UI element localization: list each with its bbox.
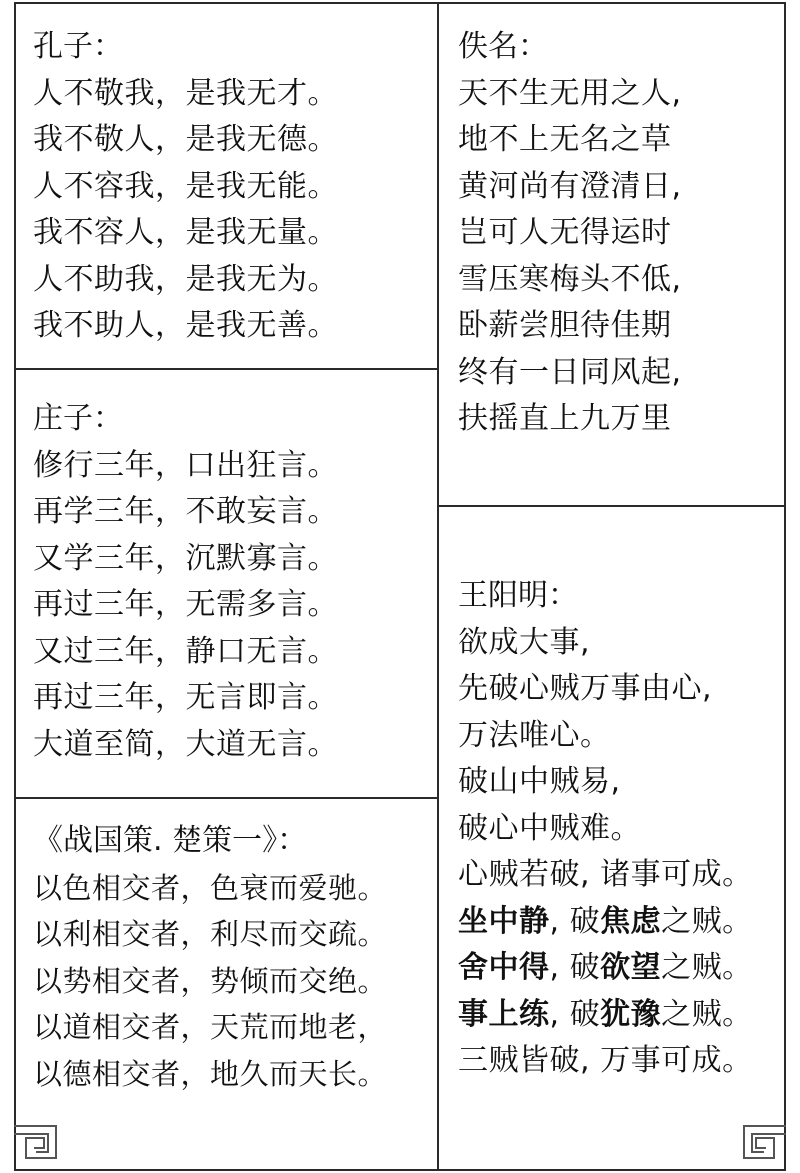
verse-line: 卧薪尝胆待佳期 — [458, 308, 672, 343]
verse-line: 又学三年，沉默寡言。 — [33, 540, 338, 576]
emphasis-text: 坐中静 — [458, 903, 550, 939]
verse-line: 雪压寒梅头不低, — [458, 261, 682, 297]
column-divider — [437, 2, 439, 1171]
verse-line: 万法唯心。 — [458, 717, 611, 753]
verse-line: 以道相交者，天荒而地老， — [33, 1010, 388, 1044]
verse-line: 人不助我，是我无为。 — [33, 261, 338, 297]
section-title: 《战国策. 楚策一》： — [33, 823, 308, 858]
verse-line: 再学三年，不敢妄言。 — [33, 494, 338, 529]
verse-line: 欲成大事, — [458, 624, 591, 660]
verse-line: 天不生无用之人, — [458, 75, 682, 111]
kongzi-section — [33, 24, 338, 350]
verse-line: 人不容我，是我无能。 — [33, 168, 338, 204]
yiming-section — [458, 24, 682, 443]
verse-line: 黄河尚有澄清日, — [458, 168, 682, 204]
divider-right-1 — [437, 505, 786, 507]
plain-text: 之贼。 — [661, 903, 753, 939]
divider-left-1 — [14, 368, 438, 370]
verse-line: 我不容人，是我无量。 — [33, 215, 338, 250]
plain-text: , 破 — [549, 996, 601, 1032]
verse-line: 岂可人无得运时 — [458, 215, 672, 250]
verse-line-emphasis — [458, 992, 753, 1039]
corner-ornament-left — [14, 1118, 68, 1171]
verse-line: 以势相交者，势倾而交绝。 — [33, 963, 388, 998]
verse-line: 大道至简，大道无言。 — [33, 726, 338, 762]
verse-line: 破山中贼易, — [458, 764, 621, 799]
plain-text: 之贼。 — [661, 950, 753, 985]
emphasis-text: 事上练 — [458, 996, 550, 1032]
verse-line: 三贼皆破, 万事可成。 — [458, 1043, 753, 1078]
wangyangming-section — [458, 573, 753, 1085]
verse-line: 又过三年，静口无言。 — [33, 633, 338, 669]
divider-left-2 — [14, 797, 438, 799]
zhanguoce-section — [33, 818, 387, 1097]
verse-line: 心贼若破, 诸事可成。 — [458, 857, 753, 892]
verse-line: 先破心贼万事由心, — [458, 671, 713, 706]
verse-line: 终有一日同风起, — [458, 354, 682, 390]
verse-line: 再过三年，无需多言。 — [33, 587, 338, 622]
section-title: 王阳明： — [458, 578, 578, 613]
section-title: 佚名： — [458, 29, 548, 64]
verse-line-emphasis — [458, 945, 753, 992]
plain-text: , 破 — [549, 903, 601, 939]
plain-text: 之贼。 — [661, 996, 753, 1032]
verse-line: 人不敬我，是我无才。 — [33, 75, 338, 111]
verse-line: 再过三年，无言即言。 — [33, 680, 338, 715]
section-title: 庄子： — [33, 401, 123, 436]
emphasis-text: 焦虑 — [600, 903, 662, 939]
verse-line: 以德相交者，地久而天长。 — [33, 1056, 388, 1091]
emphasis-text: 舍中得 — [458, 950, 550, 985]
emphasis-text: 犹豫 — [600, 996, 662, 1032]
zhuangzi-section — [33, 396, 338, 768]
corner-ornament-right — [732, 1118, 786, 1171]
section-title: 孔子： — [33, 29, 123, 64]
verse-line: 以利相交者，利尽而交疏。 — [33, 917, 388, 951]
verse-line: 扶摇直上九万里 — [458, 401, 672, 436]
verse-line: 我不敬人，是我无德。 — [33, 122, 338, 157]
verse-line: 破心中贼难。 — [458, 810, 641, 846]
emphasis-text: 欲望 — [600, 950, 662, 985]
verse-line: 以色相交者，色衰而爱驰。 — [33, 870, 388, 905]
verse-line: 地不上无名之草 — [458, 122, 672, 157]
plain-text: , 破 — [549, 950, 601, 985]
verse-line: 修行三年，口出狂言。 — [33, 447, 338, 483]
verse-line: 我不助人，是我无善。 — [33, 308, 338, 343]
verse-line-emphasis — [458, 899, 753, 946]
